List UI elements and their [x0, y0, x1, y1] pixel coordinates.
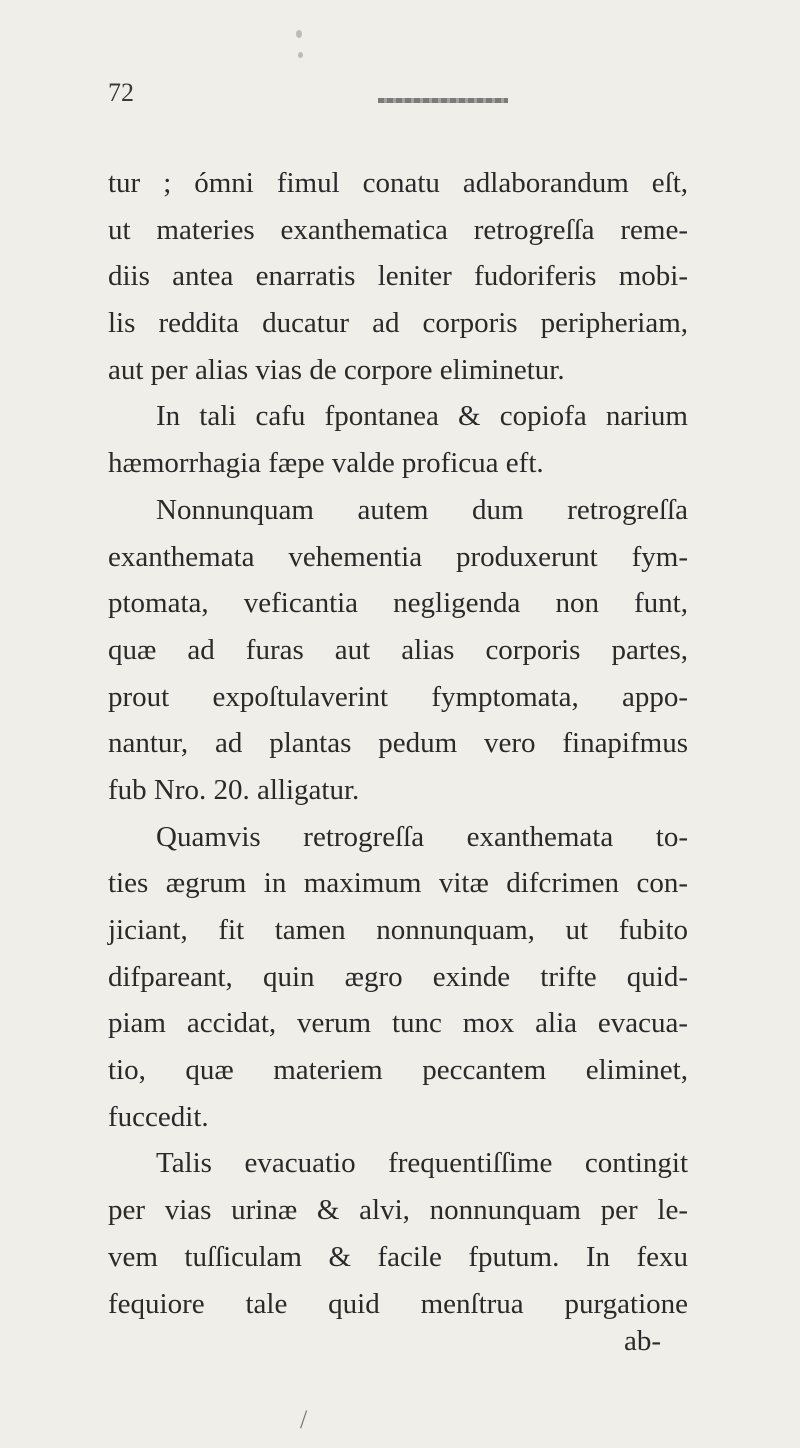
page-number: 72 [108, 78, 134, 107]
text-line: lis reddita ducatur ad corporis peripheriam, [108, 307, 688, 340]
text-line: difpareant, quin ægro exinde trifte quid- [108, 960, 688, 993]
text-line: ties ægrum in maximum vitæ difcrimen con- [108, 867, 688, 900]
text-line: aut per alias vias de corpore eliminetur. [108, 353, 565, 386]
text-line: piam accidat, verum tunc mox alia evacua- [108, 1007, 688, 1040]
text-line: Quamvis retrogreſſa exanthemata to- [156, 820, 688, 853]
body-text [108, 160, 688, 1327]
text-line: jiciant, fit tamen nonnunquam, ut fubito [108, 914, 688, 946]
text-line: Nonnunquam autem dum retrogreſſa [156, 493, 688, 526]
text-line: nantur, ad plantas pedum vero finapifmus [108, 727, 688, 760]
text-line: vem tuſſiculam & facile fputum. In fexu [108, 1240, 688, 1273]
text-line: fequiore tale quid menſtrua purgatione [108, 1287, 688, 1320]
text-line: fuccedit. [108, 1100, 209, 1133]
text-line: quæ ad furas aut alias corporis partes, [108, 633, 688, 666]
text-line: tio, quæ materiem peccantem eliminet, [108, 1054, 688, 1087]
header-ornament-rule [378, 98, 508, 103]
text-line: exanthemata vehementia produxerunt fym- [108, 540, 688, 573]
text-line: In tali cafu fpontanea & copiofa narium [156, 400, 688, 433]
text-line: fub Nro. 20. alligatur. [108, 773, 360, 806]
text-line: Talis evacuatio frequentiſſime contingit [156, 1147, 688, 1180]
catchword: ab- [624, 1325, 662, 1357]
text-line: prout expoſtulaverint fymptomata, appo- [108, 680, 688, 713]
text-line: tur ; ómni fimul conatu adlaborandum eſt, [108, 167, 688, 199]
text-line: hæmorrhagia fæpe valde proficua eft. [108, 447, 544, 480]
text-line: ut materies exanthematica retrogreſſa reme- [108, 213, 688, 246]
text-line: per vias urinæ & alvi, nonnunquam per le- [108, 1194, 688, 1227]
text-line: ptomata, veficantia negligenda non funt, [108, 587, 688, 620]
stray-mark: / [300, 1405, 308, 1434]
text-line: diis antea enarratis leniter fudoriferis mobi- [108, 260, 688, 293]
